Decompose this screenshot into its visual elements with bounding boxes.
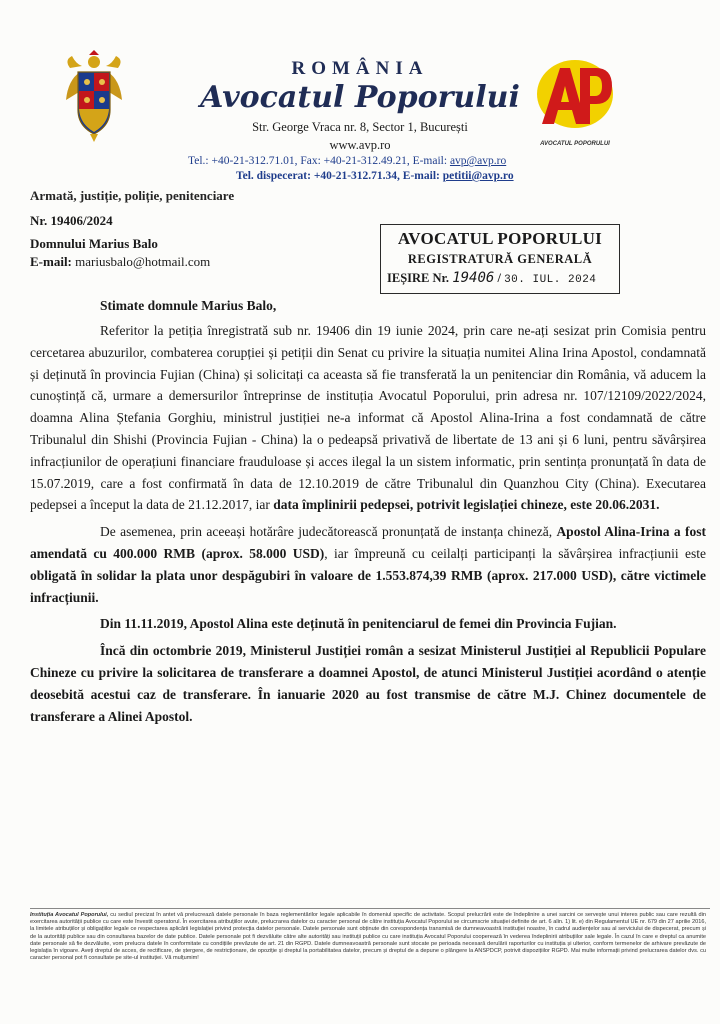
- country-heading: ROMÂNIA: [291, 58, 429, 79]
- stamp-title: AVOCATUL POPORULUI: [397, 229, 603, 248]
- paragraph-2-part-c: , iar împreună cu ceilalți participanți la săvârșirea infracțiunii este: [324, 545, 707, 561]
- contact-phone-fax: Tel.: +40-21-312.71.01, Fax: +40-21-312.49.21, E-mail:: [188, 155, 450, 167]
- paragraph-2-part-d: obligată în solidar la plata unor despăgubiri în valoare de 1.553.874,39 RMB (aprox. 217.000 USD), către victimele infracțiunii.: [30, 567, 706, 605]
- stamp-exit-line: IEȘIRE Nr. 19406 / 30. IUL. 2024: [387, 270, 597, 286]
- privacy-footer: [30, 912, 706, 962]
- recipient-block: [30, 235, 210, 271]
- recipient-name: Domnului Marius Balo: [30, 236, 158, 251]
- section-tag: Armată, justiție, poliție, penitenciare: [30, 188, 235, 203]
- recipient-email[interactable]: mariusbalo@hotmail.com: [75, 254, 211, 269]
- paragraph-1: [30, 320, 706, 516]
- address-line: Str. George Vraca nr. 8, Sector 1, București: [252, 120, 468, 134]
- stamp-exit-label: IEȘIRE Nr.: [387, 271, 450, 285]
- ap-logo: [530, 58, 620, 147]
- recipient-email-label: E-mail:: [30, 254, 72, 269]
- letter-body: [30, 320, 706, 732]
- registration-number: Nr. 19406/2024: [30, 213, 113, 228]
- contact-line-1: [188, 154, 608, 169]
- paragraph-1-bold: data împlinirii pedepsei, potrivit legislației chineze, este 20.06.2031.: [273, 497, 660, 513]
- email-link-petitii[interactable]: petitii@avp.ro: [442, 170, 514, 182]
- website-link[interactable]: www.avp.ro: [329, 138, 391, 152]
- footer-lead: Instituția Avocatul Poporului,: [30, 912, 109, 918]
- paragraph-3: Din 11.11.2019, Apostol Alina este deținută în penitenciarul de femei din Provincia Fujian.: [100, 616, 617, 632]
- contact-block: [188, 154, 608, 184]
- stamp-date: 30. IUL. 2024: [504, 274, 597, 286]
- footer-divider: [30, 908, 710, 909]
- stamp-handwritten-number: 19406: [452, 270, 495, 286]
- email-link-avp[interactable]: avp@avp.ro: [449, 155, 507, 167]
- paragraph-2-part-a: De asemenea, prin aceeași hotărâre judecătorească pronunțată de instanța chineză,: [100, 524, 557, 540]
- registration-stamp: [380, 224, 620, 294]
- paragraph-2-part-b: Apostol Alina-Irina a fost amendată cu 400.000 RMB (aprox. 58.000 USD): [30, 524, 706, 561]
- institution-name: Avocatul Poporului: [200, 80, 520, 115]
- footer-text: cu sediul precizat în antet vă prelucrează datele personale în baza reglementărilor legale aplicabile în domeniul specific de activitate. Scopul prelucrării este de îndeplinire a unei sarcini ce servește unui interes public sau care rezultă din exercitarea autorității publice cu care este învestit operatorul. În exercitarea atribuțiilor avute, prelucrarea datelor cu caracter personal de către instituția Avocatul Poporului se circumscrie situației definite de art. 6 alin. 1) lit. e) din Regulamentul UE nr. 679 din 27 aprilie 2016, la limitele atribuțiilor și obligațiilor legale ce respectarea aplicării legislației privind protecția datelor personale. Datele personale sunt obținute din corespondența transmisă de dumneavoastră instituției noastre, în cadrul audiențelor sau al serviciului de dispecerat, precum și de la autorități publice sau din consultarea bazelor de date publice. Datele personale pot fi dezvăluite către alte autorități sau instituții publice cu care instituția Avocatul Poporului cooperează în vederea îndeplinirii atribuțiilor sale legale. În cazul în care e dreptul ca anumite date personale să fie dezvăluite, vom prelucra datele în conformitate cu condițiile prevăzute de art. 21 din RGPD. Datele dumneavoastră personale sunt stocate pe perioada necesară derulării raporturilor cu instituția și ulterior, conform termenelor de arhivare prevăzute de legislația în vigoare. Aveți dreptul de acces, de rectificare, de ștergere, de restricționare, de opoziție și dreptul la portabilitatea datelor, precum și dreptul de a depune o plângere la ANSPDCP, potrivit dispozițiilor RGPD. Mai multe informații privind prelucrarea datelor dvs. cu caracter personal pot fi consultate pe site-ul instituției. Vă mulțumim!: [30, 912, 706, 962]
- contact-line-2: [188, 169, 608, 184]
- stamp-subtitle: REGISTRATURĂ GENERALĂ: [407, 252, 593, 266]
- paragraph-4: Încă din octombrie 2019, Ministerul Justiției român a sesizat Ministerul Justiției al Republicii Populare Chineze cu privire la solicitarea de transferare a doamnei Apostol, de atunci Ministerul Justiției acordând o atenție deosebită acestui caz de transferare. În ianuarie 2020 au fost transmise de către M.J. Chinez documentele de transferare a Alinei Apostol.: [30, 643, 706, 724]
- contact-dispatch: Tel. dispecerat: +40-21-312.71.34, E-mail:: [236, 170, 443, 182]
- paragraph-2: [30, 521, 706, 608]
- paragraph-1-text: Referitor la petiția înregistrată sub nr. 19406 din 19 iunie 2024, prin care ne-ați sesizat prin Comisia pentru cercetarea abuzurilor, combaterea corupției și petiții din Senat cu privire la situația numitei Alina Irina Apostol, condamnată și deținută în provincia Fujian (China) și solicitați ca aceasta să fie transferată la un penitenciar din România, vă aducem la cunoștință că, urmare a demersurilor întreprinse de instituția Avocatul Poporului, prin adresa nr. 107/12109/2022/2024, doamna Alina Ștefania Gorghiu, ministrul justiției ne-a informat că Apostol Alina-Irina a fost condamnată de către Tribunalul din Shishi (Provincia Fujian - China) la o pedeapsă privativă de libertate de 13 ani și 6 luni, pentru săvârșirea infracțiunilor de operațiuni financiare frauduloase și acces ilegal la un sistem informatic, prin sentința pronunțată în data de 15.07.2019, care a fost confirmată în data de 12.10.2019 de către Tribunalul din Quanzhou City (China). Executarea pedepsei a început la data de 21.12.2017, iar: [30, 323, 706, 513]
- ap-logo-text: AVOCATUL POPORULUI: [540, 141, 610, 147]
- salutation: Stimate domnule Marius Balo,: [100, 298, 277, 313]
